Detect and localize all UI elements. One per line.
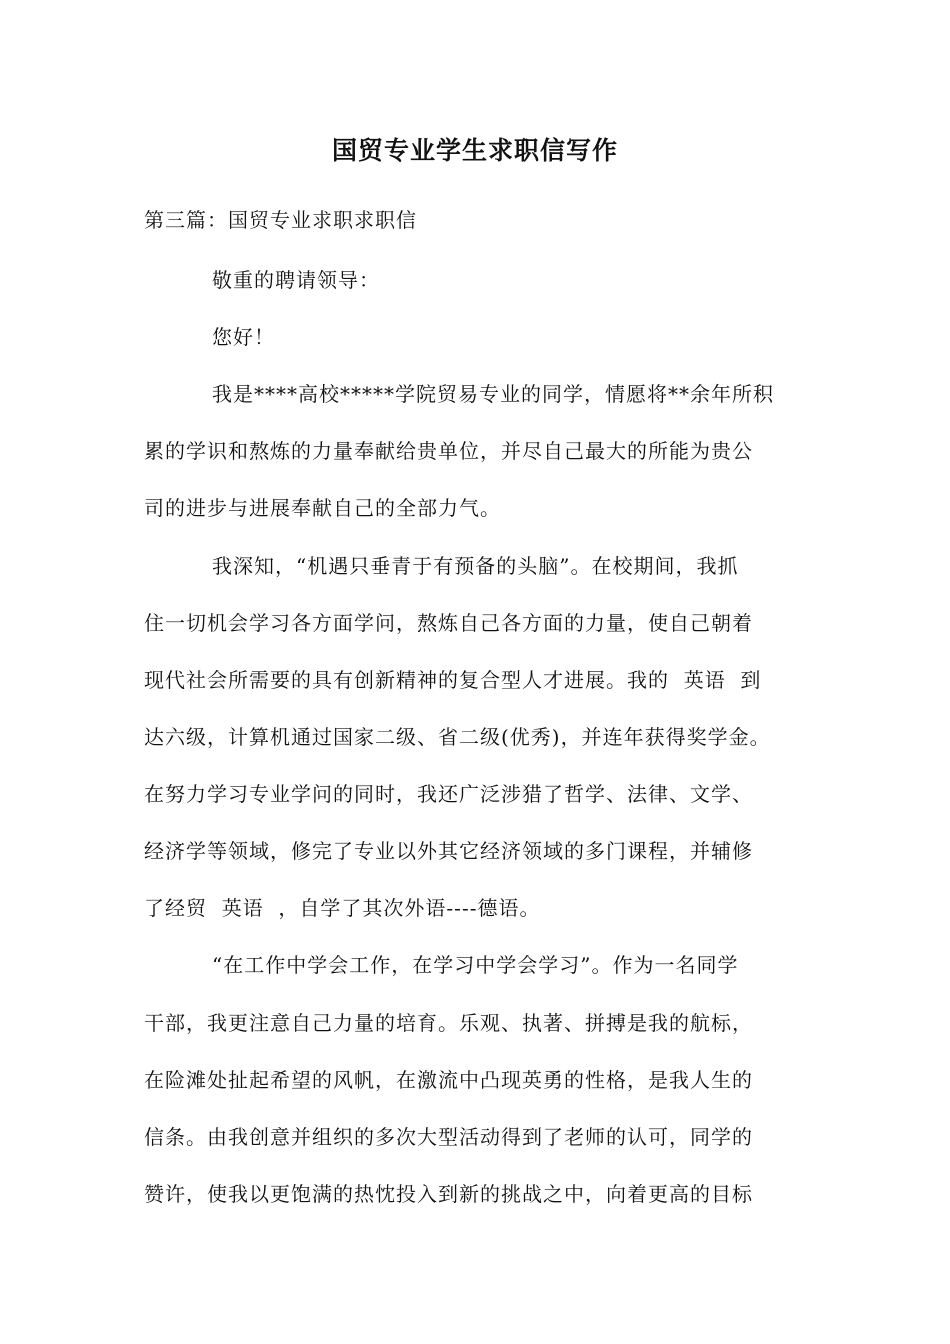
paragraph-3-line-4: 信条。由我创意并组织的多次大型活动得到了老师的认可，同学的 [144, 1125, 753, 1149]
salutation: 敬重的聘请领导： [212, 268, 380, 292]
section-subtitle: 第三篇：国贸专业求职求职信 [144, 208, 417, 232]
paragraph-2-line-2: 住一切机会学习各方面学问，熬炼自己各方面的力量，使自己朝着 [144, 611, 753, 635]
paragraph-2-line-6: 经济学等领域，修完了专业以外其它经济领域的多门课程，并辅修 [144, 839, 753, 863]
paragraph-2-line-3: 现代社会所需要的具有创新精神的复合型人才进展。我的 英语 到 [144, 668, 762, 692]
paragraph-3-line-1: “在工作中学会工作，在学习中学会学习”。作为一名同学 [212, 953, 739, 977]
paragraph-2-line-4: 达六级，计算机通过国家二级、省二级(优秀)，并连年获得奖学金。 [144, 725, 771, 749]
greeting: 您好！ [212, 325, 275, 349]
paragraph-2-line-1: 我深知，“机遇只垂青于有预备的头脑”。在校期间，我抓 [212, 554, 739, 578]
paragraph-3-line-2: 干部，我更注意自己力量的培育。乐观、执著、拼搏是我的航标， [144, 1011, 753, 1035]
paragraph-3-line-5: 赞许，使我以更饱满的热忱投入到新的挑战之中，向着更高的目标 [144, 1182, 753, 1206]
paragraph-2-line-7: 了经贸 英语 ，自学了其次外语----德语。 [144, 896, 541, 920]
paragraph-2-line-5: 在努力学习专业学问的同时，我还广泛涉猎了哲学、法律、文学、 [144, 782, 753, 806]
document-title: 国贸专业学生求职信写作 [331, 136, 618, 165]
paragraph-1-line-2: 累的学识和熬炼的力量奉献给贵单位，并尽自己最大的所能为贵公 [144, 439, 753, 463]
paragraph-1-line-1: 我是****高校*****学院贸易专业的同学，情愿将**余年所积 [212, 382, 774, 406]
paragraph-1-line-3: 司的进步与进展奉献自己的全部力气。 [144, 496, 501, 520]
paragraph-3-line-3: 在险滩处扯起希望的风帆，在激流中凸现英勇的性格，是我人生的 [144, 1068, 753, 1092]
